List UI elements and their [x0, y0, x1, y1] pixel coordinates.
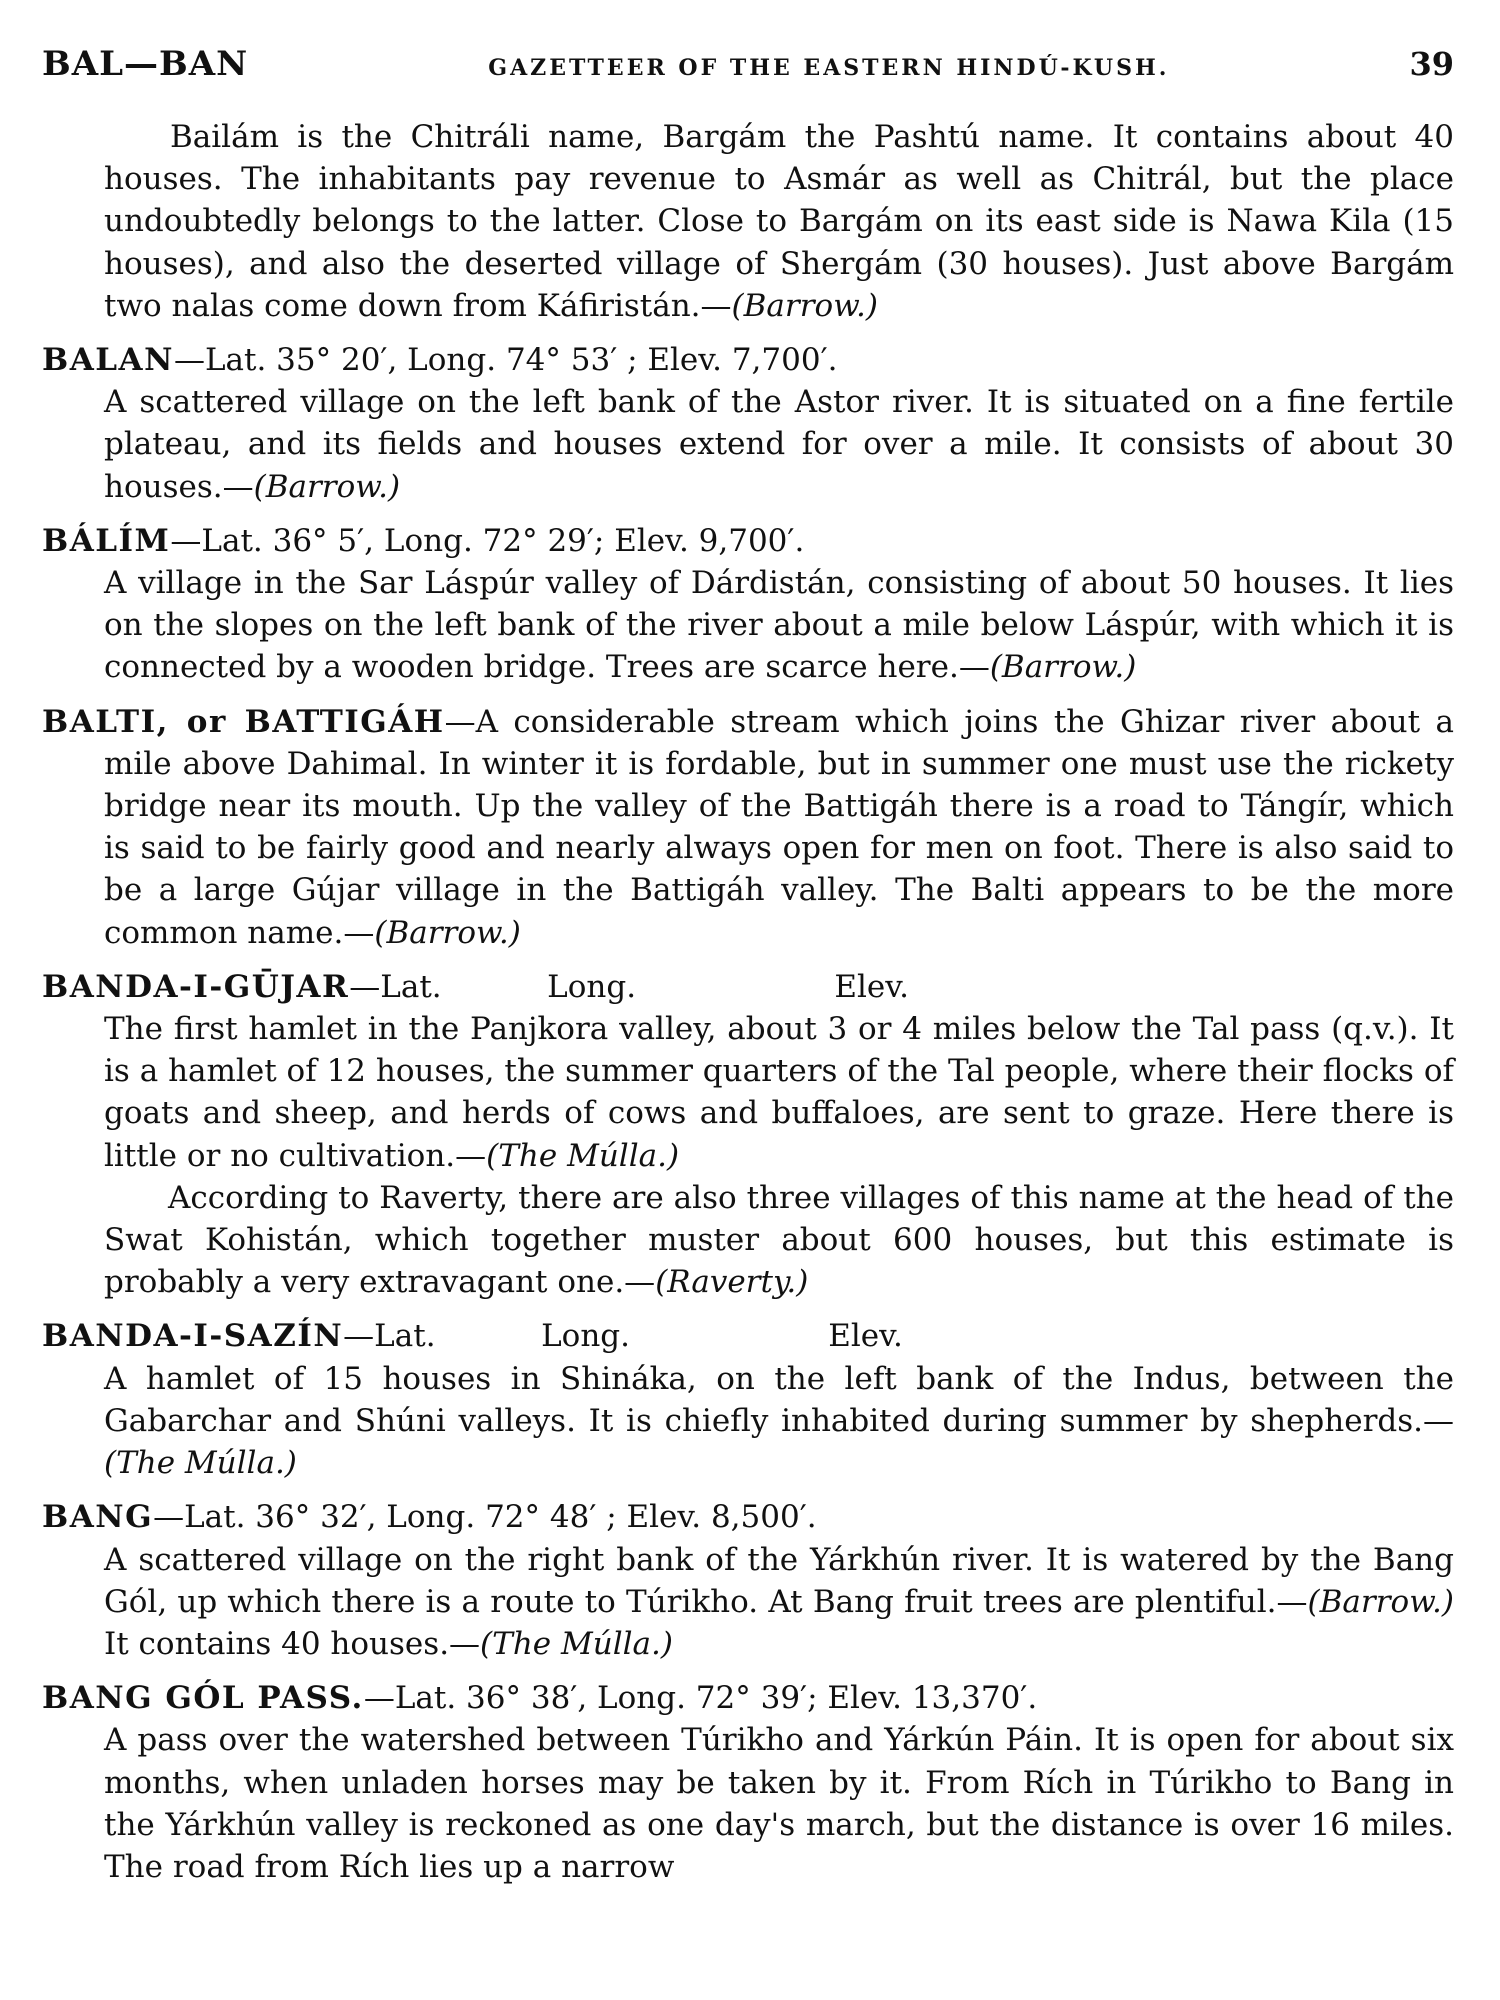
running-header — [42, 44, 1454, 96]
entry-balim — [42, 520, 1454, 689]
entry-coordinates: —Lat. 36° 5′, Long. 72° 29′; Elev. 9,700′. — [170, 522, 805, 559]
continued-entry-paragraph — [42, 116, 1454, 327]
entry-name: BANG — [42, 1499, 154, 1536]
entry-body — [42, 1008, 1454, 1177]
entry-body-second-paragraph — [42, 1177, 1454, 1304]
entry-name: BALTI, or BATTIGÁH — [42, 703, 445, 740]
entry-text: A village in the Sar Láspúr valley of Dárdistán, consisting of about 50 houses. It lies on the slopes on the left bank of the river about a mile below Láspúr, with which it is connected by a wooden bridge. Trees are scarce here.— — [104, 565, 1454, 686]
lat-label: —Lat. — [343, 1318, 436, 1355]
entry-banda-i-gujar — [42, 966, 1454, 1304]
intro-text: Bailám is the Chitráli name, Bargám the Pashtú name. It contains about 40 houses. The inhabitants pay revenue to Asmár as well as Chitrál, but the place undoubtedly belongs to the latter. Close to Bargám on its east side is Nawa Kila (15 houses), and also the deserted village of Shergám (30 houses). Just above Bargám two nalas come down from Káfiristán.— — [104, 119, 1454, 324]
entry-source: (Barrow.) — [1307, 1583, 1454, 1620]
entry-balan — [42, 339, 1454, 508]
entry-coordinates: —Lat. 36° 38′, Long. 72° 39′; Elev. 13,370′. — [363, 1680, 1038, 1717]
entry-coordinates: —Lat. 35° 20′, Long. 74° 53′ ; Elev. 7,700′. — [173, 342, 838, 379]
entry-name: BANDA-I-GŪJAR — [42, 968, 350, 1005]
entry-body — [42, 381, 1454, 508]
entry-heading — [42, 1496, 1454, 1538]
elev-label: Elev. — [828, 1318, 903, 1355]
entry-bang — [42, 1496, 1454, 1665]
entry-text: According to Raverty, there are also three villages of this name at the head of the Swat Kohistán, which together muster about 600 houses, but this estimate is probably a very extravagant one.— — [104, 1179, 1454, 1301]
entry-name: BANDA-I-SAZÍN — [42, 1318, 344, 1355]
entry-body — [42, 1539, 1454, 1666]
entry-banda-i-sazin — [42, 1315, 1454, 1484]
entry-name: BALAN — [42, 342, 174, 379]
intro-source: (Barrow.) — [731, 287, 878, 324]
entry-body — [42, 562, 1454, 689]
header-range: BAL—BAN — [42, 44, 249, 84]
elev-label: Elev. — [834, 968, 909, 1005]
entry-heading — [42, 1315, 1454, 1357]
gazetteer-page — [42, 44, 1454, 1900]
entry-heading — [42, 966, 1454, 1008]
entry-source: (Barrow.) — [989, 649, 1137, 686]
entry-text: A scattered village on the right bank of the Yárkhún river. It is watered by the Bang Gól, up which there is a route to Túrikho. At Bang fruit trees are plentiful.— — [104, 1541, 1454, 1620]
entry-text: It contains 40 houses.— — [104, 1625, 481, 1662]
entry-source: (The Múlla.) — [480, 1625, 673, 1662]
entry-text: A scattered village on the left bank of the Astor river. It is situated on a fine fertile plateau, and its fields and houses extend for over a mile. It consists of about 30 houses.— — [104, 384, 1454, 505]
entry-body — [42, 1358, 1454, 1485]
entry-bang-gol-pass — [42, 1677, 1454, 1888]
entry-coordinates: —Lat. 36° 32′, Long. 72° 48′ ; Elev. 8,500′. — [153, 1499, 817, 1536]
entry-heading — [42, 520, 1454, 562]
entry-source: (Raverty.) — [655, 1264, 809, 1301]
page-number: 39 — [1409, 45, 1454, 83]
entry-source: (The Múlla.) — [104, 1445, 297, 1482]
lat-label: —Lat. — [349, 968, 442, 1005]
header-title: GAZETTEER OF THE EASTERN HINDÚ-KUSH. — [488, 55, 1170, 81]
entry-source: (Barrow.) — [374, 914, 521, 951]
entry-source: (The Múlla.) — [486, 1137, 680, 1174]
entry-name: BÁLÍM — [42, 522, 171, 559]
entry-heading — [42, 1677, 1454, 1719]
entry-name: BANG GÓL PASS. — [42, 1680, 364, 1717]
entry-text: —A considerable stream which joins the Ghizar river about a mile above Dahimal. In winter it is fordable, but in summer one must use the rickety bridge near its mouth. Up the valley of the Battigáh there is a road to Tángír, which is said to be fairly good and nearly always open for men on foot. There is also said to be a large Gújar village in the Battigáh valley. The Balti appears to be the more common name.— — [104, 703, 1454, 951]
entry-body — [42, 1719, 1454, 1888]
entry-balti — [42, 701, 1454, 954]
entry-text: A hamlet of 15 houses in Shináka, on the left bank of the Indus, between the Gabarchar and Shúni valleys. It is chiefly inhabited during summer by shepherds.— — [104, 1360, 1454, 1439]
long-label: Long. — [541, 1318, 631, 1355]
long-label: Long. — [547, 968, 637, 1005]
entry-source: (Barrow.) — [253, 468, 401, 505]
entry-text: A pass over the watershed between Túrikho and Yárkún Páin. It is open for about six months, when unladen horses may be taken by it. From Rích in Túrikho to Bang in the Yárkhún valley is reckoned as one day's march, but the distance is over 16 miles. The road from Rích lies up a narrow — [104, 1722, 1454, 1885]
entry-text: The first hamlet in the Panjkora valley, about 3 or 4 miles below the Tal pass (q.v.). It is a hamlet of 12 houses, the summer quarters of the Tal people, where their flocks of goats and sheep, and herds of cows and buffaloes, are sent to graze. Here there is little or no cultivation.— — [104, 1011, 1454, 1174]
entry-heading — [42, 339, 1454, 381]
